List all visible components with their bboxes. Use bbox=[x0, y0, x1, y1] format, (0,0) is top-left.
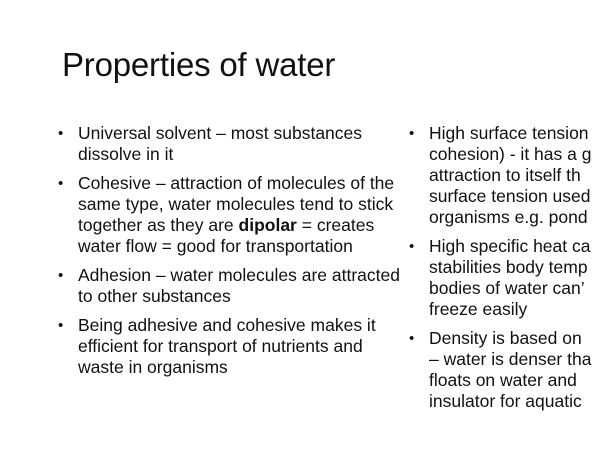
bullet-glyph: • bbox=[409, 125, 415, 142]
bullet-line: attraction to itself th bbox=[429, 165, 581, 185]
bullet-glyph: • bbox=[58, 317, 64, 334]
bullet-text-tail: = creates water flow = good for transportation bbox=[78, 215, 375, 256]
bullet-text: Being adhesive and cohesive makes it efficient for transport of nutrients and waste in organisms bbox=[78, 315, 376, 377]
bullet-glyph: • bbox=[58, 267, 64, 284]
bullet-line: High surface tension bbox=[429, 123, 589, 143]
bullet-surface-tension bbox=[409, 123, 605, 228]
bullet-universal-solvent bbox=[58, 123, 400, 165]
bullet-line: surface tension used bbox=[429, 186, 591, 206]
bullet-line: – water is denser tha bbox=[429, 349, 592, 369]
bullet-line: High specific heat ca bbox=[429, 236, 591, 256]
bullet-text: Cohesive – attraction of molecules of the same type, water molecules tend to stick together as they are bbox=[78, 173, 395, 235]
bullet-text: Universal solvent – most substances dissolve in it bbox=[78, 123, 363, 164]
bullet-line: floats on water and bbox=[429, 370, 577, 390]
bullet-line: cohesion) - it has a g bbox=[429, 144, 592, 164]
bullet-text: Adhesion – water molecules are attracted to other substances bbox=[78, 265, 400, 306]
left-bullet-list bbox=[58, 123, 400, 386]
bullet-line: Density is based on bbox=[429, 328, 582, 348]
bullet-density bbox=[409, 328, 605, 412]
bullet-adhesion bbox=[58, 265, 400, 307]
bullet-cohesive bbox=[58, 173, 400, 257]
bullet-glyph: • bbox=[58, 175, 64, 192]
bullet-line: freeze easily bbox=[429, 299, 528, 319]
bullet-bold-term: dipolar bbox=[238, 215, 297, 235]
bullet-line: stabilities body temp bbox=[429, 257, 588, 277]
bullet-adhesive-cohesive bbox=[58, 315, 400, 378]
bullet-line: bodies of water can’ bbox=[429, 278, 585, 298]
bullet-line: insulator for aquatic bbox=[429, 391, 582, 411]
bullet-glyph: • bbox=[58, 125, 64, 142]
bullet-line: organisms e.g. pond bbox=[429, 207, 588, 227]
right-bullet-list bbox=[409, 123, 605, 420]
bullet-specific-heat bbox=[409, 236, 605, 320]
slide-title: Properties of water bbox=[62, 46, 336, 83]
bullet-glyph: • bbox=[409, 238, 415, 255]
bullet-glyph: • bbox=[409, 330, 415, 347]
